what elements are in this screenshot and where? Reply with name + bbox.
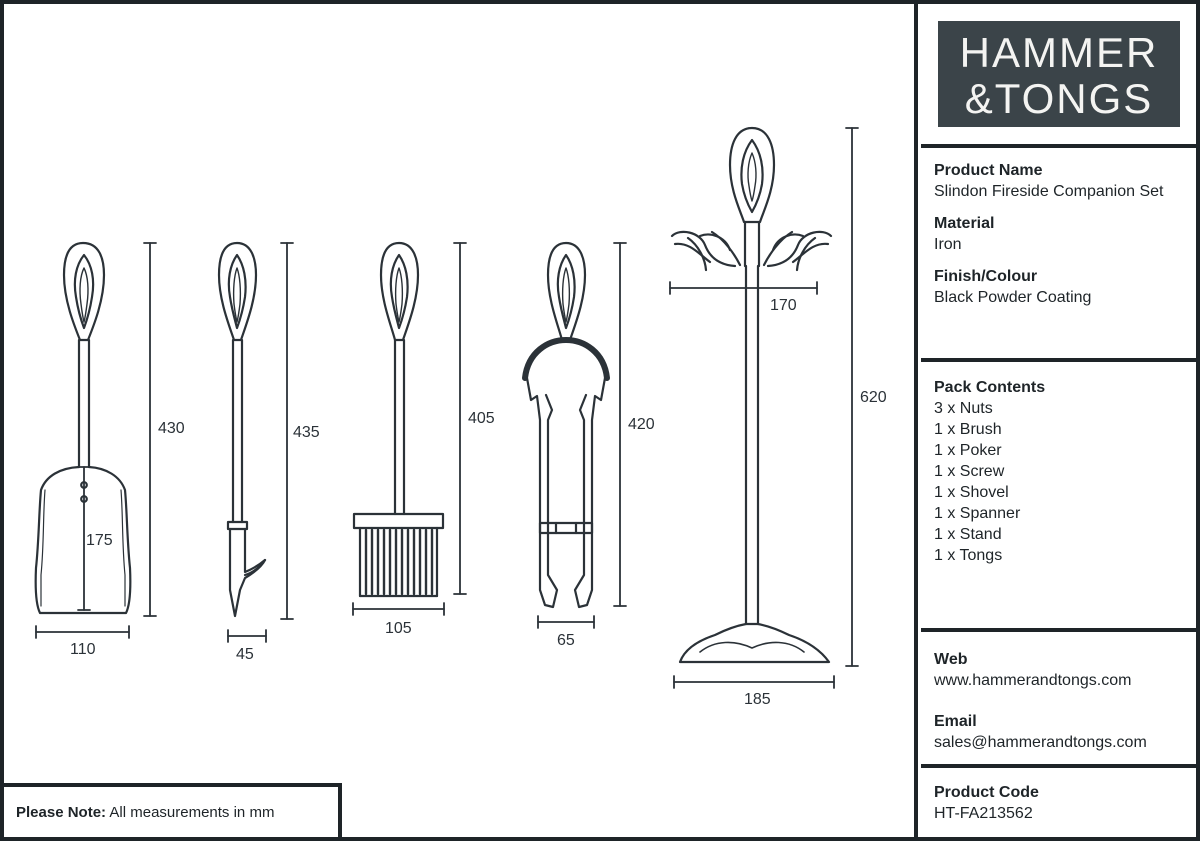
stand-height-label: 620 — [860, 389, 887, 406]
pack-item: 1 x Screw — [934, 463, 1005, 480]
product-code-label: Product Code — [934, 784, 1039, 801]
stand-base-label: 185 — [744, 691, 771, 708]
material-value: Iron — [934, 236, 962, 253]
poker-width-label: 45 — [236, 646, 254, 663]
web-link[interactable]: www.hammerandtongs.com — [934, 672, 1132, 689]
poker-drawing — [219, 243, 265, 616]
tongs-width-label: 65 — [557, 632, 575, 649]
email-link[interactable]: sales@hammerandtongs.com — [934, 734, 1147, 751]
shovel-blade-label: 175 — [86, 532, 113, 549]
pack-item: 1 x Tongs — [934, 547, 1003, 564]
brush-height-label: 405 — [468, 410, 495, 427]
pack-item: 1 x Shovel — [934, 484, 1009, 501]
logo-cell — [921, 0, 1200, 148]
pack-item: 1 x Stand — [934, 526, 1002, 543]
pack-contents — [921, 362, 1200, 632]
brand-line-1: HAMMER — [959, 29, 1159, 76]
brush-width-label: 105 — [385, 620, 412, 637]
web-label: Web — [934, 651, 968, 668]
note-label: Please Note: — [16, 804, 107, 821]
brush-drawing — [354, 243, 443, 596]
brand-line-2: &TONGS — [964, 75, 1154, 122]
finish-value: Black Powder Coating — [934, 289, 1092, 306]
contact-details — [921, 632, 1200, 768]
measurement-note — [0, 783, 342, 841]
pack-contents-label: Pack Contents — [934, 379, 1046, 396]
pack-item: 1 x Spanner — [934, 505, 1021, 522]
shovel-height-label: 430 — [158, 420, 185, 437]
brush-bristles — [366, 530, 432, 594]
note-text: All measurements in mm — [109, 804, 275, 821]
product-code — [921, 768, 1200, 841]
spec-panel — [921, 0, 1200, 841]
stand-hanger-label: 170 — [770, 297, 797, 314]
shovel-width-label: 110 — [70, 641, 96, 658]
tongs-height-label: 420 — [628, 416, 655, 433]
shovel-drawing — [36, 243, 131, 613]
email-label: Email — [934, 713, 977, 730]
finish-label: Finish/Colour — [934, 268, 1038, 285]
dimension-lines — [36, 128, 858, 688]
material-label: Material — [934, 215, 995, 232]
brand-logo — [938, 21, 1180, 127]
pack-item: 1 x Brush — [934, 421, 1002, 438]
product-details — [921, 148, 1200, 362]
poker-height-label: 435 — [293, 424, 320, 441]
product-code-value: HT-FA213562 — [934, 805, 1033, 822]
stand-drawing — [672, 128, 831, 662]
tongs-drawing — [525, 243, 607, 607]
pack-item: 1 x Poker — [934, 442, 1002, 459]
product-name-label: Product Name — [934, 162, 1043, 179]
pack-item: 3 x Nuts — [934, 400, 993, 417]
product-name-value: Slindon Fireside Companion Set — [934, 183, 1164, 200]
